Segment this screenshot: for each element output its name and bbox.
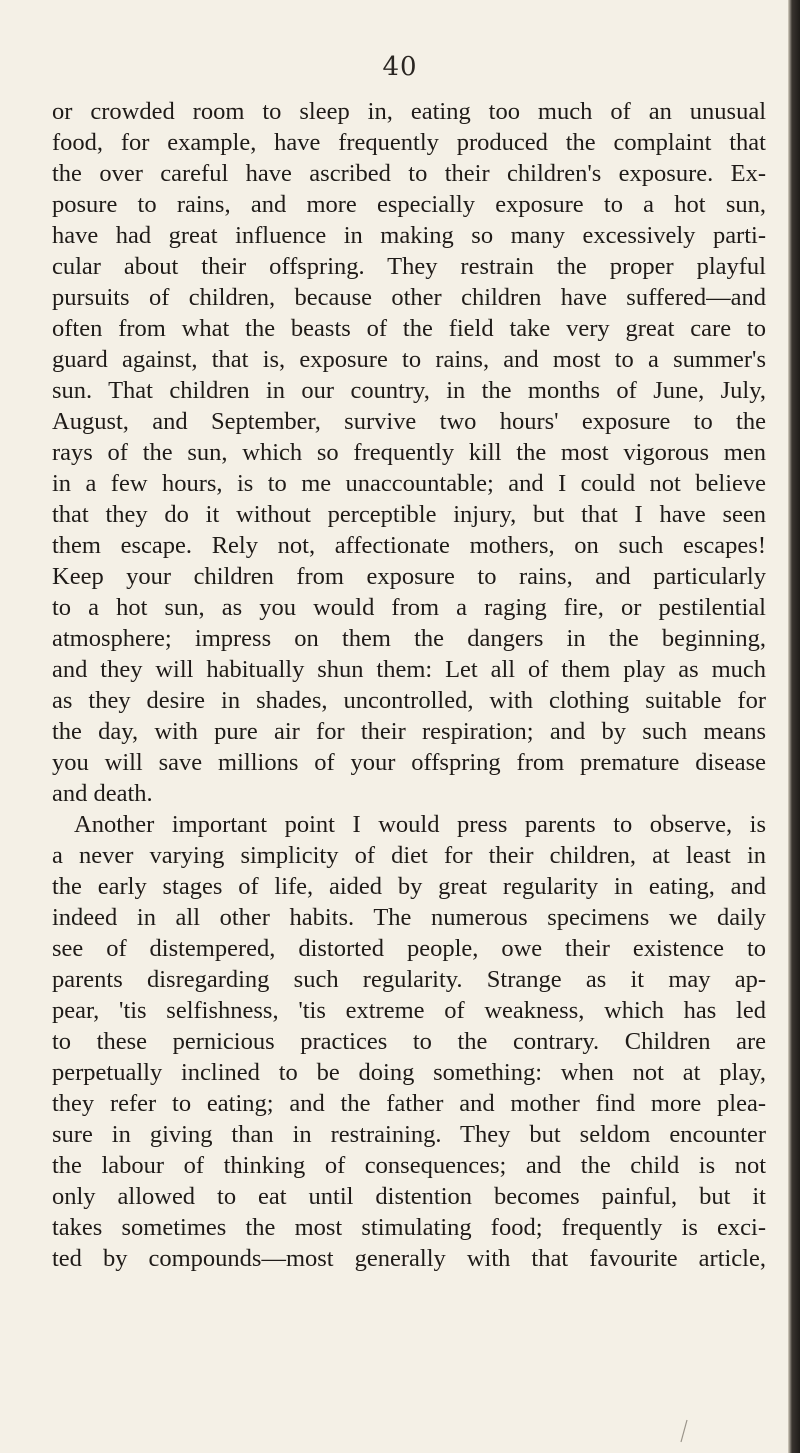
text-line: atmosphere; impress on them the dangers in the beginning, [52,625,766,652]
stray-ink-mark [678,1418,690,1444]
text-line: the labour of thinking of consequences; and the child is not [52,1152,766,1179]
text-line: posure to rains, and more especially exposure to a hot sun, [52,191,766,218]
text-line: or crowded room to sleep in, eating too much of an unusual [52,98,766,125]
text-line: that they do it without perceptible injury, but that I have seen [52,501,766,528]
page-binding-edge [788,0,800,1453]
text-line: a never varying simplicity of diet for their children, at least in [52,842,766,869]
text-line: have had great influence in making so many excessively parti- [52,222,766,249]
text-line: guard against, that is, exposure to rains, and most to a summer's [52,346,766,373]
text-line: sun. That children in our country, in the months of June, July, [52,377,766,404]
text-line: as they desire in shades, uncontrolled, with clothing suitable for [52,687,766,714]
text-line: you will save millions of your offspring from premature disease [52,749,766,776]
paragraph-start-line: Another important point I would press parents to observe, is [74,811,766,838]
text-line: food, for example, have frequently produced the complaint that [52,129,766,156]
text-line: sure in giving than in restraining. They but seldom encounter [52,1121,766,1148]
body-text [52,96,766,1274]
text-line: pursuits of children, because other children have suffered—and [52,284,766,311]
text-line: the day, with pure air for their respiration; and by such means [52,718,766,745]
text-line: perpetually inclined to be doing something: when not at play, [52,1059,766,1086]
paragraph-end-line: and death. [52,780,153,807]
text-line: takes sometimes the most stimulating food; frequently is exci- [52,1214,766,1241]
text-line: to these pernicious practices to the contrary. Children are [52,1028,766,1055]
text-line: rays of the sun, which so frequently kill the most vigorous men [52,439,766,466]
text-line: August, and September, survive two hours' exposure to the [52,408,766,435]
text-line: and they will habitually shun them: Let all of them play as much [52,656,766,683]
text-line: often from what the beasts of the field take very great care to [52,315,766,342]
text-line: cular about their offspring. They restrain the proper playful [52,253,766,280]
text-line: see of distempered, distorted people, owe their existence to [52,935,766,962]
page-number: 40 [382,52,418,82]
text-line: they refer to eating; and the father and mother find more plea- [52,1090,766,1117]
text-line: to a hot sun, as you would from a raging fire, or pestilential [52,594,766,621]
text-line: only allowed to eat until distention becomes painful, but it [52,1183,766,1210]
text-line: Keep your children from exposure to rains, and particularly [52,563,766,590]
text-line: parents disregarding such regularity. Strange as it may ap- [52,966,766,993]
text-line: in a few hours, is to me unaccountable; and I could not believe [52,470,766,497]
text-line: them escape. Rely not, affectionate mothers, on such escapes! [52,532,766,559]
text-line: ted by compounds—most generally with that favourite article, [52,1245,766,1272]
text-line: the over careful have ascribed to their children's exposure. Ex- [52,160,766,187]
text-line: the early stages of life, aided by great regularity in eating, and [52,873,766,900]
text-line: indeed in all other habits. The numerous specimens we daily [52,904,766,931]
text-line: pear, 'tis selfishness, 'tis extreme of weakness, which has led [52,997,766,1024]
